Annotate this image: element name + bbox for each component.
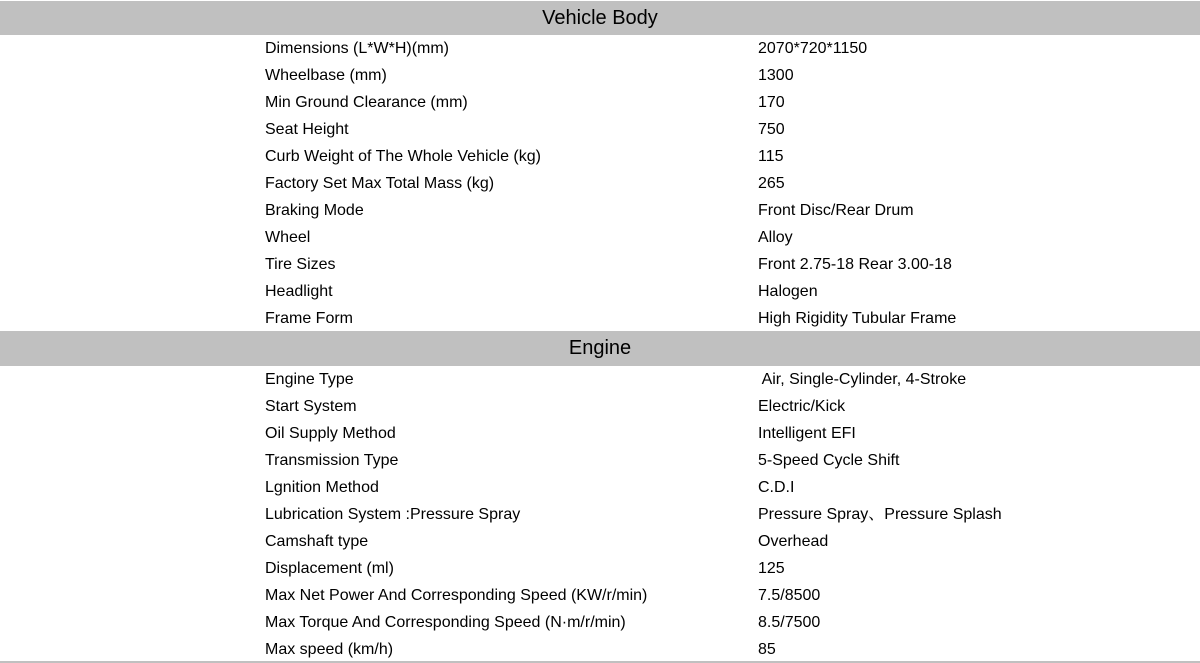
spec-row: [0, 35, 1200, 62]
spec-row: [0, 636, 1200, 663]
spec-label: Lgnition Method: [265, 479, 379, 496]
spec-row: [0, 420, 1200, 447]
spec-row: [0, 555, 1200, 582]
spec-label: Tire Sizes: [265, 256, 336, 273]
spec-label: Displacement (ml): [265, 560, 394, 577]
spec-row: [0, 305, 1200, 332]
spec-label: Min Ground Clearance (mm): [265, 94, 468, 111]
spec-label: Max speed (km/h): [265, 641, 394, 658]
spec-row: [0, 501, 1200, 528]
spec-value: 115: [758, 148, 784, 165]
engine-rows: [0, 366, 1200, 663]
section-header-engine: Engine: [0, 331, 1200, 366]
spec-value: 750: [758, 121, 785, 138]
spec-value: 125: [758, 560, 785, 577]
spec-row: [0, 170, 1200, 197]
spec-row: [0, 474, 1200, 501]
spec-row: [0, 393, 1200, 420]
spec-label: Factory Set Max Total Mass (kg): [265, 175, 495, 192]
spec-row: [0, 278, 1200, 305]
spec-row: [0, 447, 1200, 474]
spec-row: [0, 224, 1200, 251]
spec-value: Electric/Kick: [758, 398, 846, 415]
spec-label: Max Torque And Corresponding Speed (N·m/r/min): [265, 614, 626, 631]
spec-label: Start System: [265, 398, 357, 415]
spec-label: Lubrication System :Pressure Spray: [265, 506, 521, 523]
spec-label: Wheel: [265, 229, 311, 246]
spec-label: Dimensions (L*W*H)(mm): [265, 40, 450, 57]
spec-label: Braking Mode: [265, 202, 364, 219]
spec-value: Overhead: [758, 533, 829, 550]
spec-value: Front Disc/Rear Drum: [758, 202, 914, 219]
section-header-vehicle-body: Vehicle Body: [0, 1, 1200, 35]
spec-row: [0, 143, 1200, 170]
spec-label: Max Net Power And Corresponding Speed (KW/r/min): [265, 587, 648, 604]
spec-label: Transmission Type: [265, 452, 399, 469]
spec-value: Alloy: [758, 229, 793, 246]
spec-value: Pressure Spray、Pressure Splash: [758, 506, 1002, 523]
spec-label: Headlight: [265, 283, 333, 300]
spec-label: Seat Height: [265, 121, 349, 138]
spec-label: Oil Supply Method: [265, 425, 396, 442]
spec-label: Camshaft type: [265, 533, 369, 550]
spec-value: Air, Single-Cylinder, 4-Stroke: [758, 371, 967, 388]
spec-value: 170: [758, 94, 785, 111]
spec-row: [0, 62, 1200, 89]
spec-row: [0, 366, 1200, 393]
spec-value: 7.5/8500: [758, 587, 821, 604]
spec-value: 8.5/7500: [758, 614, 821, 631]
spec-value: C.D.I: [758, 479, 795, 496]
spec-value: High Rigidity Tubular Frame: [758, 310, 957, 327]
spec-row: [0, 582, 1200, 609]
spec-row: [0, 197, 1200, 224]
spec-value: 1300: [758, 67, 794, 84]
spec-row: [0, 528, 1200, 555]
spec-row: [0, 609, 1200, 636]
spec-label: Curb Weight of The Whole Vehicle (kg): [265, 148, 541, 165]
spec-value: Intelligent EFI: [758, 425, 856, 442]
spec-value: 5-Speed Cycle Shift: [758, 452, 900, 469]
vehicle-body-rows: [0, 35, 1200, 332]
spec-row: [0, 116, 1200, 143]
spec-value: 2070*720*1150: [758, 40, 868, 57]
spec-label: Frame Form: [265, 310, 353, 327]
spec-value: Halogen: [758, 283, 818, 300]
spec-value: 85: [758, 641, 776, 658]
spec-row: [0, 89, 1200, 116]
spec-value: 265: [758, 175, 785, 192]
spec-row: [0, 251, 1200, 278]
spec-value: Front 2.75-18 Rear 3.00-18: [758, 256, 952, 273]
spec-label: Engine Type: [265, 371, 354, 388]
spec-label: Wheelbase (mm): [265, 67, 387, 84]
